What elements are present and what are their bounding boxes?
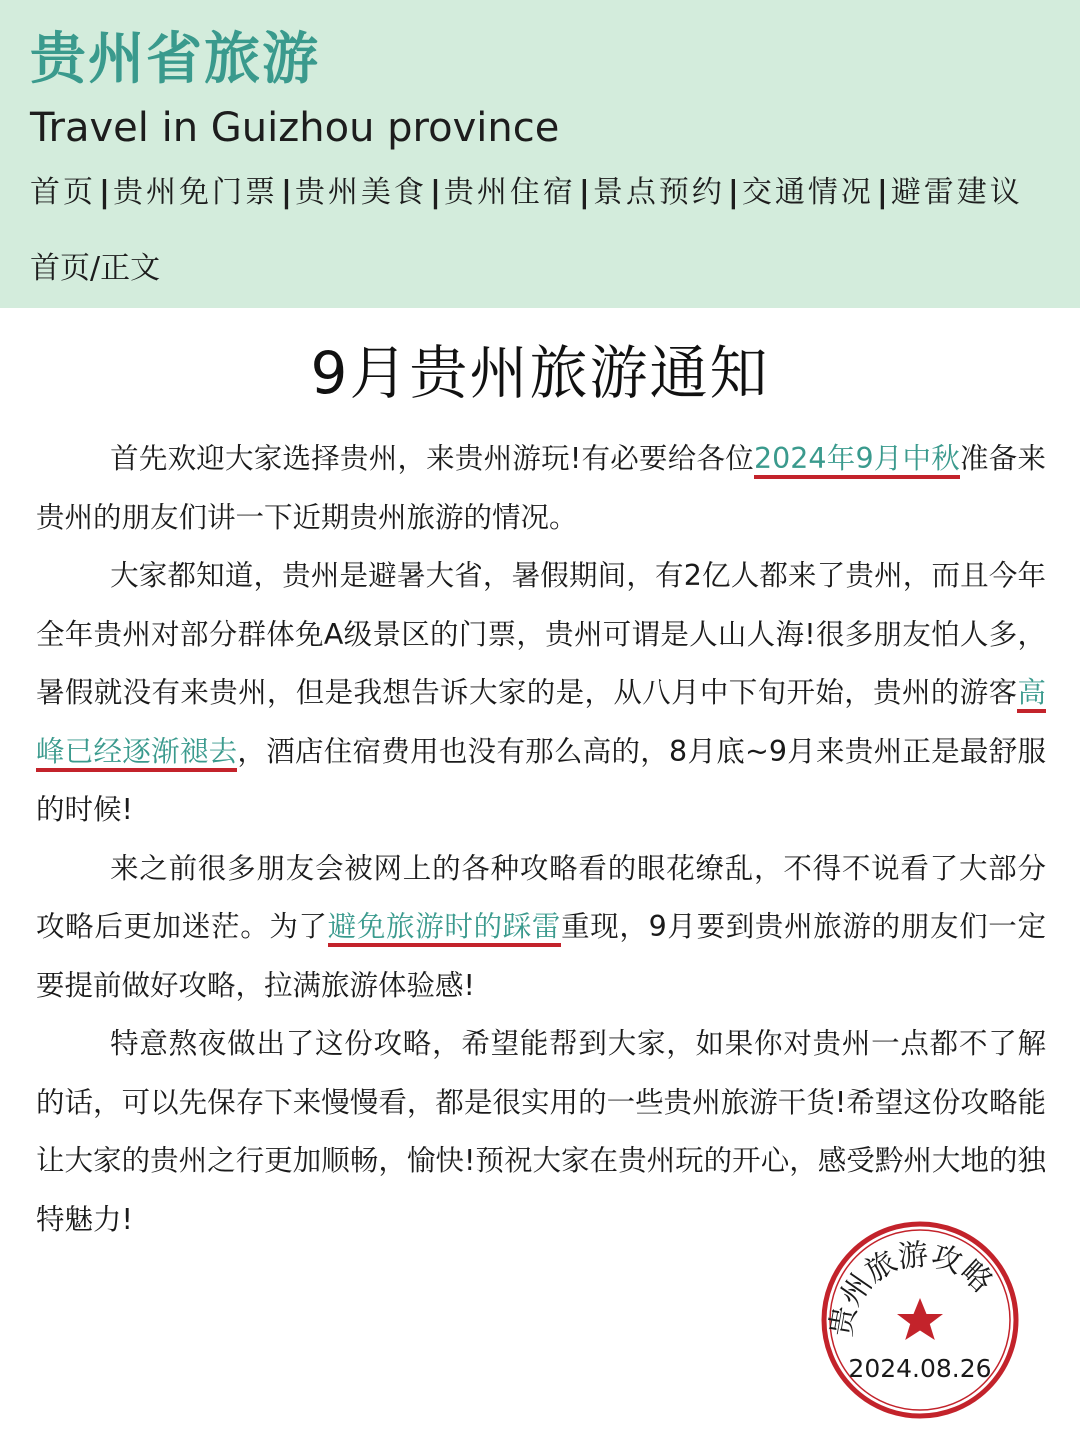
site-title[interactable]: 贵州省旅游: [30, 27, 320, 92]
nav-item-booking[interactable]: 景点预约: [592, 175, 725, 210]
star-icon: [897, 1298, 943, 1340]
paragraph-4: 特意熬夜做出了这份攻略，希望能帮到大家，如果你对贵州一点都不了解的话，可以先保存下来慢慢看，都是很实用的一些贵州旅游干货!希望这份攻略能让大家的贵州之行更加顺畅，愉快!预祝大家在贵州玩的开心，感受黔州大地的独特魅力!: [36, 1027, 1046, 1236]
highlight-link[interactable]: 2024年9月中秋: [754, 442, 960, 479]
nav-separator: |: [280, 175, 292, 210]
nav-item-lodging[interactable]: 贵州住宿: [443, 175, 576, 210]
nav-separator: |: [578, 175, 590, 210]
site-header: [0, 0, 1080, 308]
article-body: [36, 430, 1046, 1249]
paragraph-1: [36, 430, 1046, 547]
nav-item-free-tickets[interactable]: 贵州免门票: [112, 175, 278, 210]
stamp-date: 2024.08.26: [848, 1354, 992, 1383]
nav-item-home[interactable]: 首页: [30, 175, 96, 210]
article-title: 9月贵州旅游通知: [310, 339, 770, 407]
nav-separator: |: [876, 175, 888, 210]
nav-separator: |: [429, 175, 441, 210]
stamp-text: 贵州旅游攻略: [823, 1237, 999, 1340]
stamp-seal: [820, 1220, 1020, 1420]
nav-separator: |: [727, 175, 739, 210]
paragraph-text: 首先欢迎大家选择贵州，来贵州游玩!有必要给各位: [110, 442, 754, 475]
paragraph-text: 大家都知道，贵州是避暑大省，暑假期间，有2亿人都来了贵州，而且今年全年贵州对部分群体免A级景区的门票，贵州可谓是人山人海!很多朋友怕人多，暑假就没有来贵州，但是我想告诉大家的是，从八月中下旬开始，贵州的游客: [36, 559, 1046, 709]
nav-item-food[interactable]: 贵州美食: [294, 175, 427, 210]
nav-item-traffic[interactable]: 交通情况: [741, 175, 874, 210]
site-subtitle: Travel in Guizhou province: [30, 105, 560, 151]
paragraph-text: 重现，9月要到贵州旅游的朋友们一定要提前做好攻略，拉满旅游体验感!: [36, 910, 1046, 1002]
breadcrumb[interactable]: 首页/正文: [30, 251, 161, 286]
highlight-link[interactable]: 高峰已经逐渐褪去: [36, 676, 1046, 772]
paragraph-2: [36, 547, 1046, 840]
paragraph-text: ，酒店住宿费用也没有那么高的，8月底~9月来贵州正是最舒服的时候!: [36, 734, 1046, 826]
paragraph-text: 准备来贵州的朋友们讲一下近期贵州旅游的情况。: [36, 442, 1046, 534]
main-nav: [30, 168, 1080, 218]
nav-separator: |: [99, 175, 110, 210]
highlight-link[interactable]: 避免旅游时的踩雷: [328, 910, 561, 947]
paragraph-3: [36, 840, 1046, 1016]
nav-item-tips[interactable]: 避雷建议: [890, 175, 1023, 210]
paragraph-text: 来之前很多朋友会被网上的各种攻略看的眼花缭乱，不得不说看了大部分攻略后更加迷茫。为了: [36, 851, 1046, 943]
